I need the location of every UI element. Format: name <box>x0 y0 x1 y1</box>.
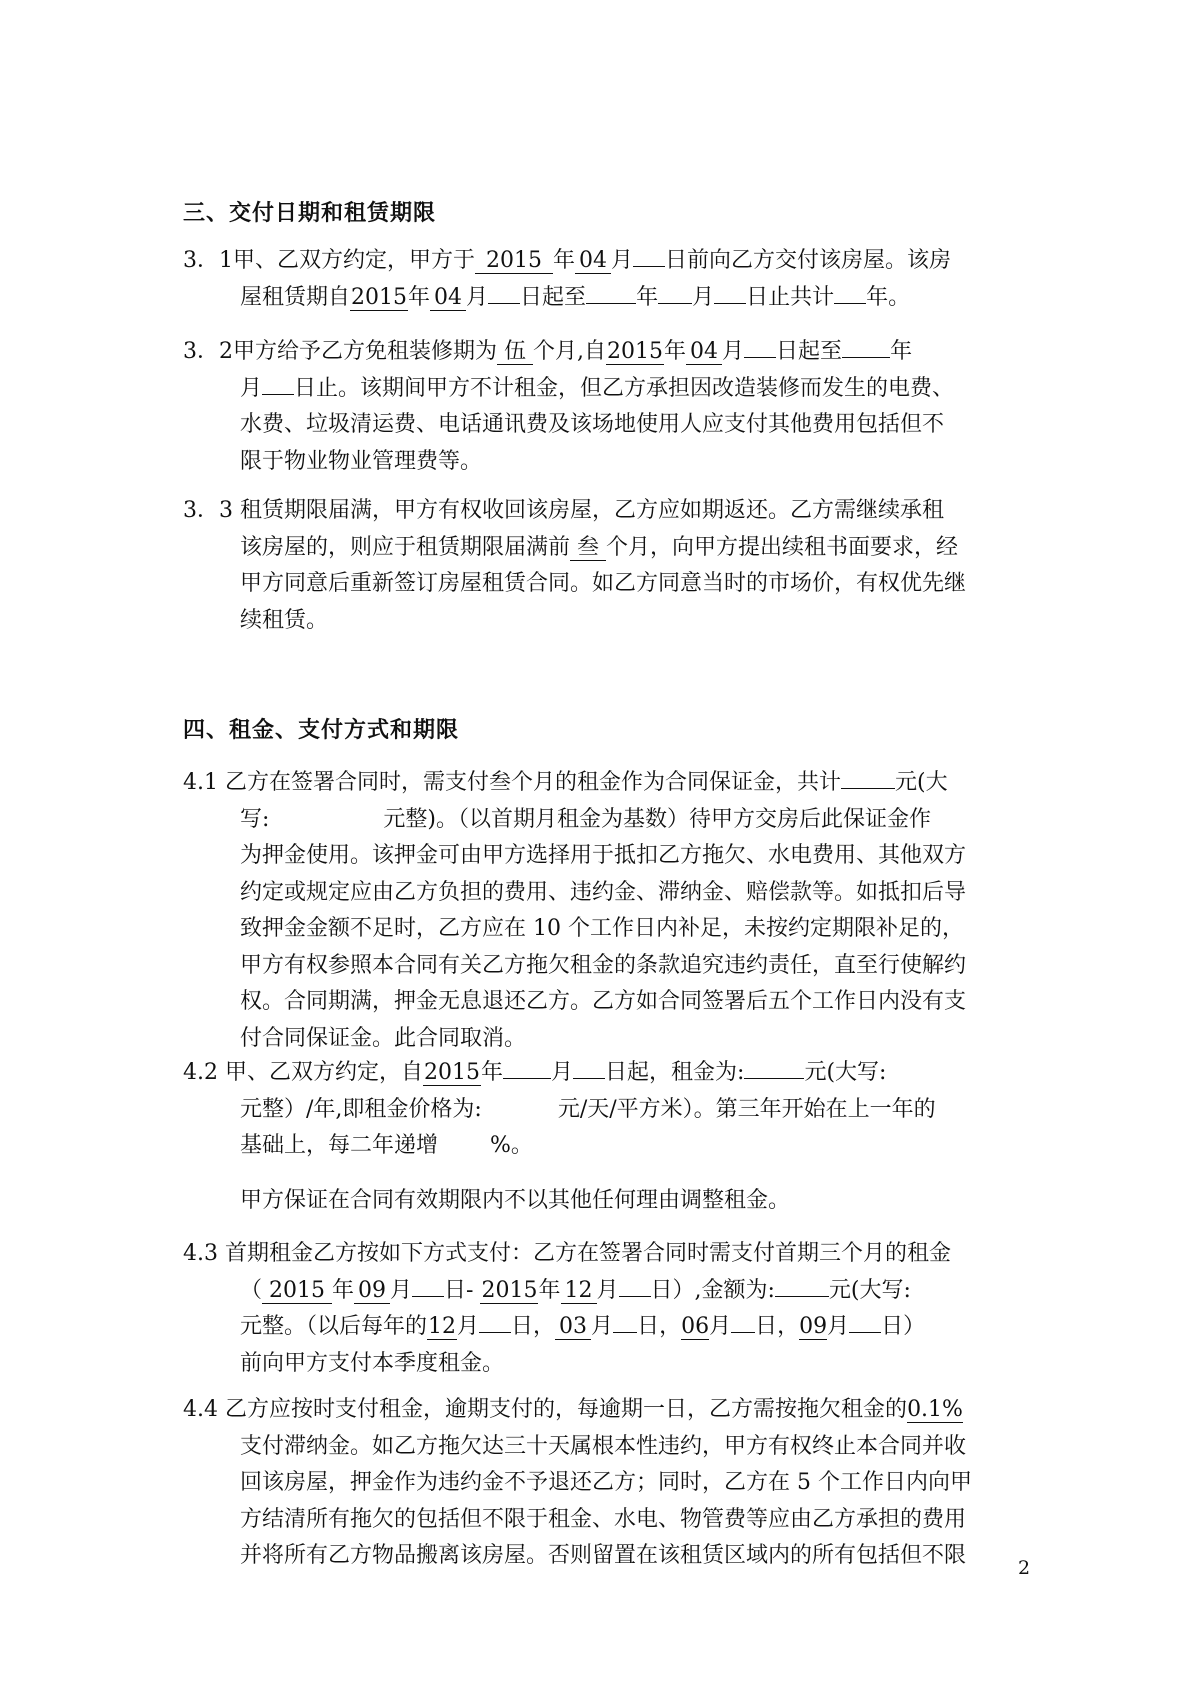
page-number: 2 <box>1018 1557 1031 1579</box>
clause-4-3: 4.3 首期租金乙方按如下方式支付：乙方在签署合同时需支付首期三个月的租金 （ 2015 年 09 月 日- 2015年 12 月 日）,金额为: 元(大写: 元整。（以后每年的12月 日， 03 月 日，06月 日，09月 日） 前向甲方支付本季度租金。 <box>183 1241 952 1376</box>
clause-4-2: 4.2 甲、乙双方约定，自2015年 月 日起，租金为: 元(大写: 元整）/年,即租金价格为: 元/天/平方米）。第三年开始在上一年的 基础上，每二年递增 %。 甲方保证在合同有效期限内不以其他任何理由调整租金。 <box>183 1060 936 1213</box>
clause-3-3: 3．3 租赁期限届满，甲方有权收回该房屋，乙方应如期返还。乙方需继续承租 该房屋的，则应于租赁期限届满前 叁 个月，向甲方提出续租书面要求，经 甲方同意后重新签订房屋租赁合同。如乙方同意当时的市场价，有权优先继 续租赁。 <box>183 498 967 633</box>
section-3-title: 三、交付日期和租赁期限 <box>183 201 437 226</box>
section-4-title: 四、租金、支付方式和期限 <box>183 718 460 743</box>
clause-3-2: 3．2甲方给予乙方免租装修期为 伍 个月,自2015年 04 月 日起至 年 月 日止。该期间甲方不计租金，但乙方承担因改造装修而发生的电费、 水费、垃圾清运费、电话通讯费及该场地使用人应支付其他费用包括但不 限于物业物业管理费等。 <box>183 339 955 474</box>
clause-3-1: 3．1甲、乙双方约定，甲方于 2015 年 04 月 日前向乙方交付该房屋。该房 屋租赁期自2015年 04 月 日起至 年 月 日止共计 年。 <box>183 248 952 310</box>
clause-4-4: 4.4 乙方应按时支付租金，逾期支付的，每逾期一日，乙方需按拖欠租金的0.1% 支付滞纳金。如乙方拖欠达三十天属根本性违约，甲方有权终止本合同并收 回该房屋，押金作为违约金不予退还乙方；同时，乙方在 5 个工作日内向甲 方结清所有拖欠的包括但不限于租金、水电、物管费等应由乙方承担的费用 并将所有乙方物品搬离该房屋。否则留置在该租赁区域内的所有包括但不限 <box>183 1397 972 1568</box>
clause-4-1: 4.1 乙方在签署合同时，需支付叁个月的租金作为合同保证金，共计 元(大 写: 元整)。（以首期月租金为基数）待甲方交房后此保证金作 为押金使用。该押金可由甲方选择用于抵扣乙方拖欠、水电费用、其他双方 约定或规定应由乙方负担的费用、违约金、滞纳金、赔偿款等。如抵扣后导 致押金金额不足时，乙方应在 10 个工作日内补足，未按约定期限补足的， 甲方有权参照本合同有关乙方拖欠租金的条款追究违约责任，直至行使解约 权。合同期满，押金无息退还乙方。乙方如合同签署后五个工作日内没有支 付合同保证金。此合同取消。 <box>183 770 967 1051</box>
